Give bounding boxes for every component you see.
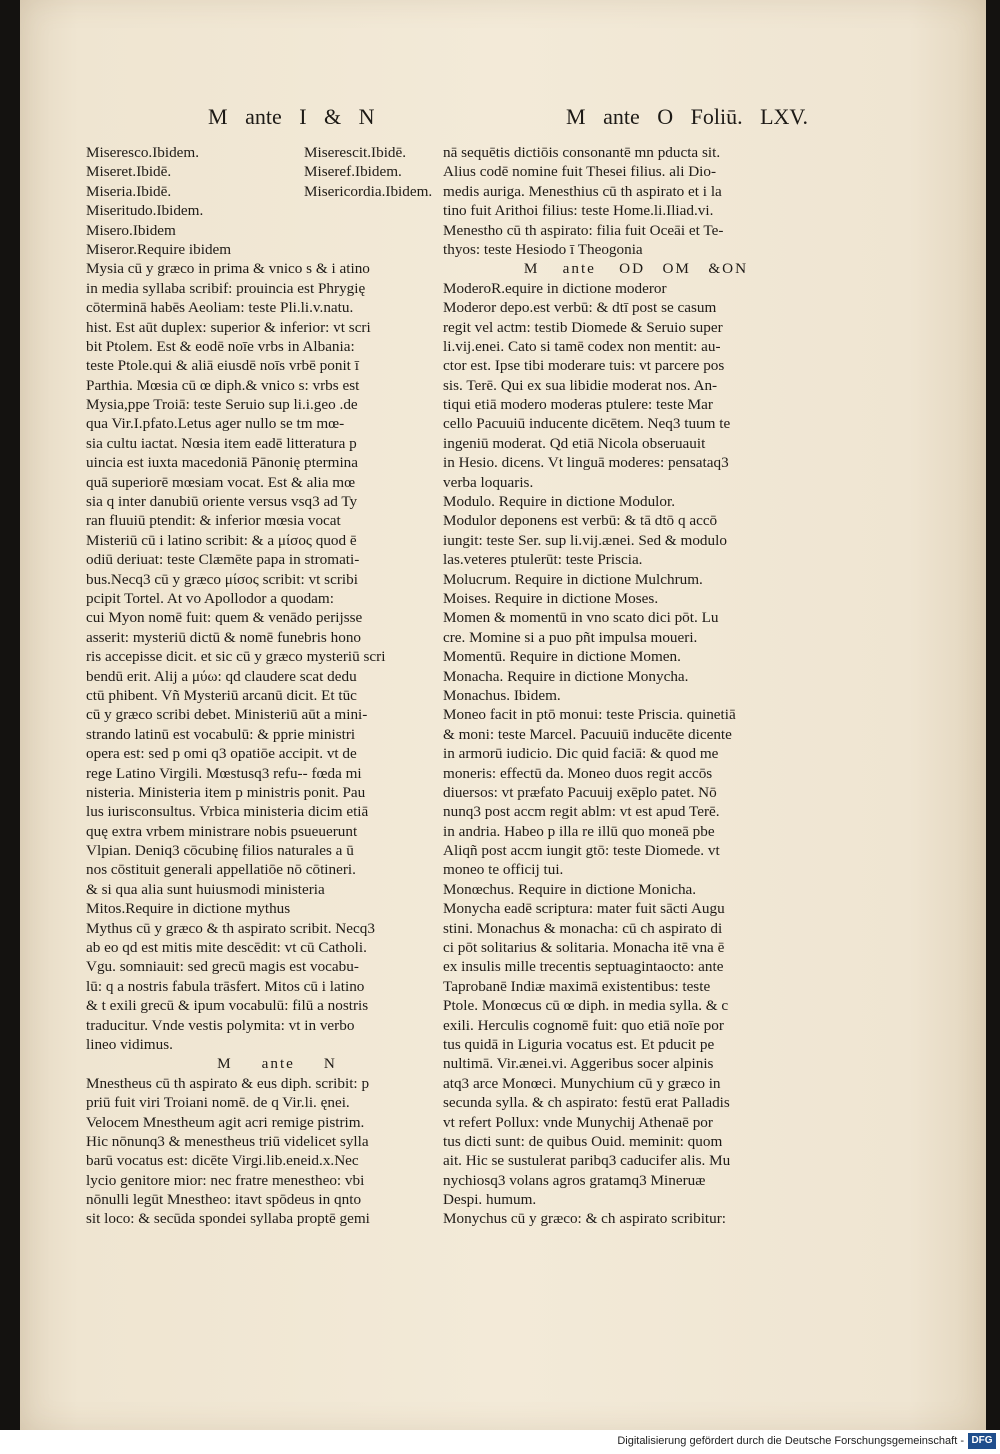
text-line: ci pōt solitarius & solitaria. Monacha itē vna ē	[443, 939, 725, 957]
text-line: Mythus cū y græco & th aspirato scribit. Necq3	[86, 919, 375, 937]
text-line: ingeniū moderat. Qd etiā Nicola obseruauit	[443, 434, 706, 452]
text-line: nultimā. Vir.ænei.vi. Aggeribus socer alpinis	[443, 1055, 714, 1073]
text-line: in armorū iudicio. Dic quid faciā: & quod me	[443, 745, 719, 763]
left-entries	[86, 201, 438, 1054]
text-line: Mysia,ppe Troiā: teste Seruio sup li.i.geo .de	[86, 396, 358, 414]
text-line: Mysia cū y græco in prima & vnico s & i atino	[86, 260, 370, 278]
text-line: Hic nōnunq3 & menestheus triū videlicet sylla	[86, 1132, 369, 1150]
text-line: rege Latino Virgili. Mœstusq3 refu-- fœda mi	[86, 764, 362, 782]
text-line: moneo te officij tui.	[443, 861, 564, 879]
text-line: Moneo facit in ptō monui: teste Priscia. quinetiā	[443, 706, 736, 724]
text-line: Momentū. Require in dictione Momen.	[443, 648, 681, 666]
text-line: iungit: teste Ser. sup li.vij.ænei. Sed & modulo	[443, 531, 727, 549]
text-line: cū y græco scribi debet. Ministeriū aūt a mini-	[86, 706, 368, 724]
running-head-left	[208, 104, 398, 134]
text-line: medis auriga. Menesthius cū th aspirato et i la	[443, 182, 722, 200]
text-line: quę extra vrbem ministrare nobis psueuerunt	[86, 822, 358, 840]
text-line: strando latinū est vocabulū: & pprie ministri	[86, 725, 356, 743]
right-entries	[443, 143, 799, 259]
text-line: Monychus cū y græco: & ch aspirato scribitur:	[443, 1210, 727, 1228]
text-line: tino fuit Arithoi filius: teste Home.li.Iliad.vi.	[443, 202, 714, 220]
text-line: ex insulis mille trecentis septuagintaocto: ante	[443, 958, 724, 976]
text-line: in media syllaba scribif: prouincia est Phrygię	[86, 279, 366, 297]
head-left-letter: M	[208, 104, 228, 129]
text-line: bit Ptolem. Est & eodē noīe vrbs in Albania:	[86, 337, 355, 355]
text-line: exili. Herculis cognomē fuit: quo etiā noīe por	[443, 1016, 724, 1034]
heading-on: &ON	[708, 260, 749, 278]
text-line: Vlpian. Deniq3 cōcubinę filios naturales a ū	[86, 842, 354, 860]
head-left-amp: &	[324, 104, 342, 129]
left-column	[86, 143, 438, 1229]
text-line: lycio genitore mior: nec fratre menestheo: vbi	[86, 1171, 365, 1189]
head-right-number: LXV.	[760, 104, 808, 129]
head-right-word: ante	[603, 104, 640, 129]
text-line: nā sequētis dictiōis consonantē mn pducta sit.	[443, 144, 721, 161]
text-line: tus dicti sunt: de quibus Ouid. meminit: quom	[443, 1132, 723, 1150]
text-line: thyos: teste Hesiodo ī Theogonia	[443, 240, 643, 258]
text-line: ctor est. Ipse tibi moderare tuis: vt parcere pos	[443, 357, 725, 375]
dfg-logo: DFG	[968, 1433, 996, 1449]
text-line: Mitos.Require in dictione mythus	[86, 900, 291, 918]
text-line: ait. Hic se sustulerat paribq3 caducifer alis. Mu	[443, 1152, 731, 1170]
text-line: Velocem Mnestheum agit acri remige pistrim.	[86, 1113, 365, 1131]
text-line: vt refert Pollux: vnde Munychij Athenaē por	[443, 1113, 713, 1131]
entry-pair-row	[86, 182, 438, 201]
heading-om: OM	[662, 260, 691, 278]
text-line: diuersos: vt præfato Pacuuij exēplo patet. Nō	[443, 783, 717, 801]
text-line: pcipit Tortel. At vo Apollodor a quodam:	[86, 589, 334, 607]
text-line: ctū phibent. Vñ Mysteriū arcanū dicit. Et tūc	[86, 686, 357, 704]
text-line: quā superiorē mœsiam vocat. Est & alia mœ	[86, 473, 356, 491]
heading-letter: M	[523, 260, 540, 278]
text-line: lū: q a nostris fabula trāsfert. Mitos cū i latino	[86, 977, 365, 995]
text-line: qua Vir.I.pfato.Letus ager nullo se tm mœ-	[86, 415, 345, 433]
section-heading-m-ante-od	[443, 259, 799, 278]
text-line: in Hesio. dicens. Vt linguā moderes: pensataq3	[443, 454, 729, 472]
text-line: uincia est iuxta macedoniā Pānonię ptermina	[86, 454, 359, 472]
text-line: & si qua alia sunt huiusmodi ministeria	[86, 880, 325, 898]
text-line: bus.Necq3 cū y græco μίσος scribit: vt scribi	[86, 570, 358, 588]
text-line: Miseror.Require ibidem	[86, 240, 232, 258]
text-line: Misteriū cū i latino scribit: & a μίσος quod ē	[86, 531, 357, 549]
entry-text: Miserescit.Ibidē.	[304, 144, 407, 161]
text-line: Parthia. Mœsia cū œ diph.& vnico s: vrbs est	[86, 376, 360, 394]
text-line: moneris: effectū da. Moneo duos regit accōs	[443, 764, 713, 782]
text-line: Momen & momentū in vno scato dici pōt. Lu	[443, 609, 719, 627]
head-right-folio: Foliū.	[690, 104, 743, 129]
text-line: odiū deriuat: teste Clæmēte papa in stromati-	[86, 551, 360, 569]
entry-pair-row	[86, 143, 438, 162]
text-line: & t exili grecū & ipum vocabulū: filū a nostris	[86, 997, 369, 1015]
head-right-letter: M	[566, 104, 586, 129]
text-line: atq3 arce Monœci. Munychium cū y græco in	[443, 1074, 721, 1092]
text-line: Moises. Require in dictione Moses.	[443, 589, 659, 607]
text-line: Modulor deponens est verbū: & tā dtō q accō	[443, 512, 718, 530]
text-line: Ptole. Monœcus cū œ diph. in media sylla. & c	[443, 997, 729, 1015]
heading-od: OD	[619, 260, 646, 278]
left-entries-2	[86, 1074, 438, 1229]
text-line: Misero.Ibidem	[86, 221, 176, 239]
head-left-letter2: I	[299, 104, 307, 129]
text-line: stini. Monachus & monacha: cū ch aspirato di	[443, 919, 723, 937]
text-line: verba loquaris.	[443, 473, 534, 491]
heading-letter2: N	[323, 1055, 337, 1073]
text-line: ModeroR.equire in dictione moderor	[443, 279, 667, 297]
text-line: nunq3 post accm regit ablm: vt est apud Terē.	[443, 803, 720, 821]
text-line: nisteria. Ministeria item p ministris ponit. Pau	[86, 783, 366, 801]
text-line: cre. Momine si a puo pñt impulsa moueri.	[443, 628, 698, 646]
text-line: bendū erit. Alij a μύω: qd claudere scat dedu	[86, 667, 357, 685]
text-line: traducitur. Vnde vestis polymita: vt in verbo	[86, 1016, 355, 1034]
text-line: sia cultu iactat. Nœsia item eadē litteratura p	[86, 434, 357, 452]
head-right-letter2: O	[657, 104, 674, 129]
text-line: priū fuit viri Troiani nomē. de q Vir.li. ęnei.	[86, 1094, 350, 1112]
heading-word: ante	[261, 1055, 295, 1073]
head-left-word: ante	[245, 104, 282, 129]
heading-word: ante	[562, 260, 596, 278]
text-line: & moni: teste Marcel. Pacuuiū inducēte dicente	[443, 725, 732, 743]
entry-text: Miseref.Ibidem.	[304, 163, 402, 181]
text-line: lus iurisconsultus. Vrbica ministeria dicim etiā	[86, 803, 369, 821]
text-line: Monacha. Require in dictione Monycha.	[443, 667, 689, 685]
heading-letter: M	[217, 1055, 233, 1073]
text-line: nōnulli legūt Mnestheo: itavt spōdeus in qnto	[86, 1191, 362, 1209]
text-line: Mnestheus cū th aspirato & eus diph. scribit: p	[86, 1074, 370, 1092]
text-line: Monachus. Ibidem.	[443, 686, 561, 704]
text-line: Menestho cū th aspirato: filia fuit Oceāi et Te-	[443, 221, 724, 239]
right-entries-2	[443, 279, 799, 1229]
text-line: li.vij.enei. Cato si tamē codex non mentit: au-	[443, 337, 721, 355]
text-line: cui Myon nomē fuit: quem & venādo perijsse	[86, 609, 363, 627]
text-line: cello Pacuuiū inducente dicētem. Neq3 tuum te	[443, 415, 731, 433]
text-line: Aliqñ post accm iungit gtō: teste Diomede. vt	[443, 842, 720, 860]
entry-text: Miseresco.Ibidem.	[86, 144, 200, 161]
running-head-right	[566, 104, 808, 134]
text-line: Alius codē nomine fuit Thesei filius. ali Dio-	[443, 163, 717, 181]
text-line: ris accepisse dicit. et sic cū y græco mysteriū scri	[86, 648, 386, 666]
text-line: sis. Terē. Qui ex sua libidie moderat nos. An-	[443, 376, 718, 394]
text-line: ran fluuiū ptendit: & inferior mœsia vocat	[86, 512, 341, 530]
text-line: ab eo qd est mitis mite descēdit: vt cū Catholi.	[86, 939, 367, 957]
text-line: Moderor depo.est verbū: & dtī post se casum	[443, 299, 717, 317]
entry-text: Miseret.Ibidē.	[86, 163, 172, 181]
text-line: Modulo. Require in dictione Modulor.	[443, 493, 676, 511]
text-line: regit vel actm: testib Diomede & Seruio super	[443, 318, 723, 336]
text-line: teste Ptole.qui & aliā eiusdē noīs vrbē ponit ī	[86, 357, 359, 375]
text-line: nos cōstituit generali appellatiōe nō cōtineri.	[86, 861, 356, 879]
text-line: hist. Est aūt duplex: superior & inferior: vt scri	[86, 318, 371, 336]
head-left-letter3: N	[358, 104, 375, 129]
text-line: Vgu. somniauit: sed grecū magis est vocabu-	[86, 958, 359, 976]
section-heading-m-ante-n	[86, 1054, 438, 1073]
entry-pair-row	[86, 162, 438, 181]
entry-text: Misericordia.Ibidem.	[304, 182, 433, 200]
text-line: Taprobanē Indiæ maximā existentibus: teste	[443, 977, 711, 995]
text-line: Molucrum. Require in dictione Mulchrum.	[443, 570, 703, 588]
text-line: nychiosq3 volans agros gratamq3 Mineruæ	[443, 1171, 706, 1189]
text-line: Monœchus. Require in dictione Monicha.	[443, 880, 697, 898]
text-line: tus quidā in Liguria vocatus est. Et pducit pe	[443, 1035, 715, 1053]
text-line: tiqui etiā modero moderas ptulere: teste Mar	[443, 396, 713, 414]
text-line: barū vocatus est: dicēte Virgi.lib.eneid.x.Nec	[86, 1152, 359, 1170]
text-line: opera est: sed p omi q3 opatiōe accipit. vt de	[86, 745, 357, 763]
text-line: cōterminā habēs Aeoliam: teste Pli.li.v.natu.	[86, 299, 354, 317]
text-line: Despi. humum.	[443, 1191, 537, 1209]
text-line: lineo vidimus.	[86, 1035, 173, 1053]
entry-text: Miseria.Ibidē.	[86, 182, 172, 200]
text-line: asserit: mysteriū dictū & nomē funebris hono	[86, 628, 362, 646]
text-line: sia q inter danubiū oriente versus vsq3 ad Ty	[86, 493, 358, 511]
text-line: Monycha eadē scriptura: mater fuit sācti Augu	[443, 900, 725, 918]
text-line: sit loco: & secūda spondei syllaba proptē gemi	[86, 1210, 370, 1228]
text-line: Miseritudo.Ibidem.	[86, 202, 204, 220]
funding-notice: Digitalisierung gefördert durch die Deutsche Forschungsgemeinschaft -	[617, 1435, 964, 1447]
text-line: las.veteres ptulerūt: teste Priscia.	[443, 551, 643, 569]
text-line: in andria. Habeo p illa re illū quo moneā pbe	[443, 822, 715, 840]
right-column	[443, 143, 799, 1229]
text-line: secunda sylla. & ch aspirato: festū erat Palladis	[443, 1094, 730, 1112]
entry-pairs	[86, 143, 438, 201]
